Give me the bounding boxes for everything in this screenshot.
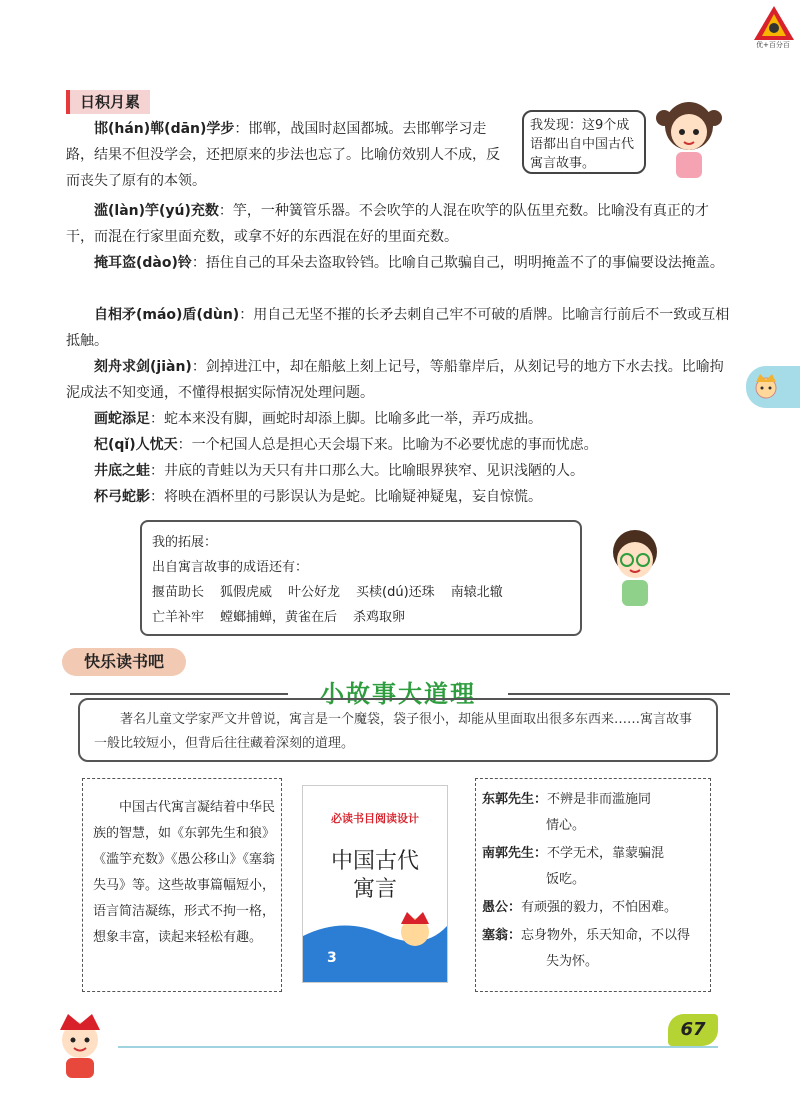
speech-bubble-discovery: 我发现：这9个成语都出自中国古代寓言故事。 — [522, 110, 646, 174]
book-grade: 3 — [327, 950, 337, 966]
character-item — [482, 923, 702, 975]
extension-idiom: 买椟(dú)还珠 — [356, 585, 435, 600]
book-title-line2: 寓言 — [352, 877, 397, 902]
character-item — [482, 841, 702, 893]
idiom-text: ：井底的青蛙以为天只有井口那么大。比喻眼界狭窄、见识浅陋的人。 — [150, 463, 584, 479]
character-name: 愚公： — [482, 900, 522, 915]
character-desc-cont: 失为怀。 — [546, 954, 599, 969]
character-name: 塞翁： — [482, 928, 522, 943]
idiom-entry — [66, 432, 730, 458]
idiom-text: ：一个杞国人总是担心天会塌下来。比喻为不必要忧虑的事而忧虑。 — [177, 437, 598, 453]
character-item — [482, 787, 702, 839]
section-label-reading: 快乐读书吧 — [62, 648, 186, 676]
extension-idiom: 杀鸡取卵 — [353, 610, 406, 625]
idiom-text: ：剑掉进江中，却在船舷上刻上记号，等船靠岸后，从刻记号的地方下水去找。比喻拘泥成法不知变通，不懂得根据实际情况处理问题。 — [66, 359, 724, 401]
idiom-entry — [66, 484, 730, 510]
fable-description: 中国古代寓言凝结着中华民族的智慧，如《东郭先生和狼》《滥竽充数》《愚公移山》《塞翁失马》等。这些故事篇幅短小，语言简洁凝练，形式不拘一格，想象丰富，读起来轻松有趣。 — [82, 778, 282, 992]
book-cover — [302, 785, 448, 983]
idiom-text: ：用自己无坚不摧的长矛去刺自己牢不可破的盾牌。比喻言行前后不一致或互相抵触。 — [66, 307, 730, 349]
extension-idiom: 叶公好龙 — [288, 585, 341, 600]
publisher-logo-text: 优+百分百 — [756, 41, 790, 49]
idiom-text: ：邯郸，战国时赵国都城。去邯郸学习走路，结果不但没学会，还把原来的步法也忘了。比喻仿效别人不成，反而丧失了原有的本领。 — [66, 121, 500, 189]
idiom-text: ：捂住自己的耳朵去盗取铃铛。比喻自己欺骗自己，明明掩盖不了的事偏要设法掩盖。 — [191, 255, 724, 271]
idiom-entry — [66, 302, 730, 354]
extension-row — [152, 605, 570, 630]
side-tab — [746, 366, 800, 408]
idiom-entry — [66, 116, 512, 194]
extension-idiom: 揠苗助长 — [152, 585, 205, 600]
idiom-term: 杯弓蛇影 — [94, 489, 150, 505]
boy-cartoon-icon — [600, 524, 670, 610]
idiom-term: 画蛇添足 — [94, 411, 150, 427]
character-desc: 忘身物外，乐天知命，不以得 — [521, 928, 691, 943]
extension-idiom: 南辕北辙 — [450, 585, 503, 600]
extension-subheading: 出自寓言故事的成语还有： — [152, 560, 309, 575]
mascot-icon — [40, 1002, 120, 1082]
footer-line — [118, 1046, 718, 1048]
idiom-entry — [66, 250, 730, 276]
idiom-term: 杞(qǐ)人忧天 — [94, 437, 178, 453]
idiom-term: 刻舟求剑(jiàn) — [94, 359, 192, 375]
character-desc-cont: 情心。 — [546, 818, 586, 833]
idiom-term: 邯(hán)郸(dān)学步 — [94, 121, 235, 137]
section-title: 小故事大道理 — [288, 676, 508, 712]
character-desc: 不学无术，靠蒙骗混 — [547, 846, 665, 861]
idiom-entry — [66, 406, 730, 432]
character-name: 东郭先生： — [482, 792, 548, 807]
extension-row — [152, 580, 570, 605]
extension-idiom: 狐假虎威 — [220, 585, 273, 600]
intro-box: 著名儿童文学家严文井曾说，寓言是一个魔袋，袋子很小，却能从里面取出很多东西来……寓言故事一般比较短小，但背后往往藏着深刻的道理。 — [78, 698, 718, 762]
idiom-term: 滥(làn)竽(yú)充数 — [94, 203, 219, 219]
mascot-face-icon — [746, 366, 786, 406]
character-desc-cont: 饭吃。 — [546, 872, 586, 887]
character-desc: 不辨是非而滥施同 — [547, 792, 652, 807]
book-title-line1: 中国古代 — [330, 849, 419, 874]
book-wave-icon — [303, 906, 447, 982]
character-item — [482, 895, 702, 921]
idiom-entry — [66, 458, 730, 484]
extension-idiom: 螳螂捕蝉，黄雀在后 — [220, 610, 338, 625]
character-name: 南郭先生： — [482, 846, 548, 861]
extension-idiom: 亡羊补牢 — [152, 610, 205, 625]
publisher-logo — [752, 4, 796, 44]
girl-cartoon-icon — [654, 96, 724, 182]
idiom-text: ：将映在酒杯里的弓影误认为是蛇。比喻疑神疑鬼，妄自惊慌。 — [150, 489, 542, 505]
idiom-term: 井底之蛙 — [94, 463, 150, 479]
page-number: 67 — [668, 1014, 718, 1046]
character-desc: 有顽强的毅力，不怕困难。 — [521, 900, 678, 915]
idiom-text: ：蛇本来没有脚，画蛇时却添上脚。比喻多此一举，弄巧成拙。 — [150, 411, 542, 427]
idiom-text: ：竽，一种簧管乐器。不会吹竽的人混在吹竽的队伍里充数。比喻没有真正的才干，而混在行家里面充数，或拿不好的东西混在好的里面充数。 — [66, 203, 709, 245]
section-label-daily: 日积月累 — [66, 90, 150, 114]
idiom-term: 自相矛(máo)盾(dùn) — [94, 307, 240, 323]
idiom-term: 掩耳盗(dào)铃 — [94, 255, 192, 271]
character-list — [475, 778, 711, 992]
idiom-entry — [66, 198, 730, 250]
extension-heading: 我的拓展： — [152, 535, 218, 550]
extension-box — [140, 520, 582, 636]
book-subtitle: 必读书目阅读设计 — [331, 812, 419, 825]
idiom-entry — [66, 354, 730, 406]
